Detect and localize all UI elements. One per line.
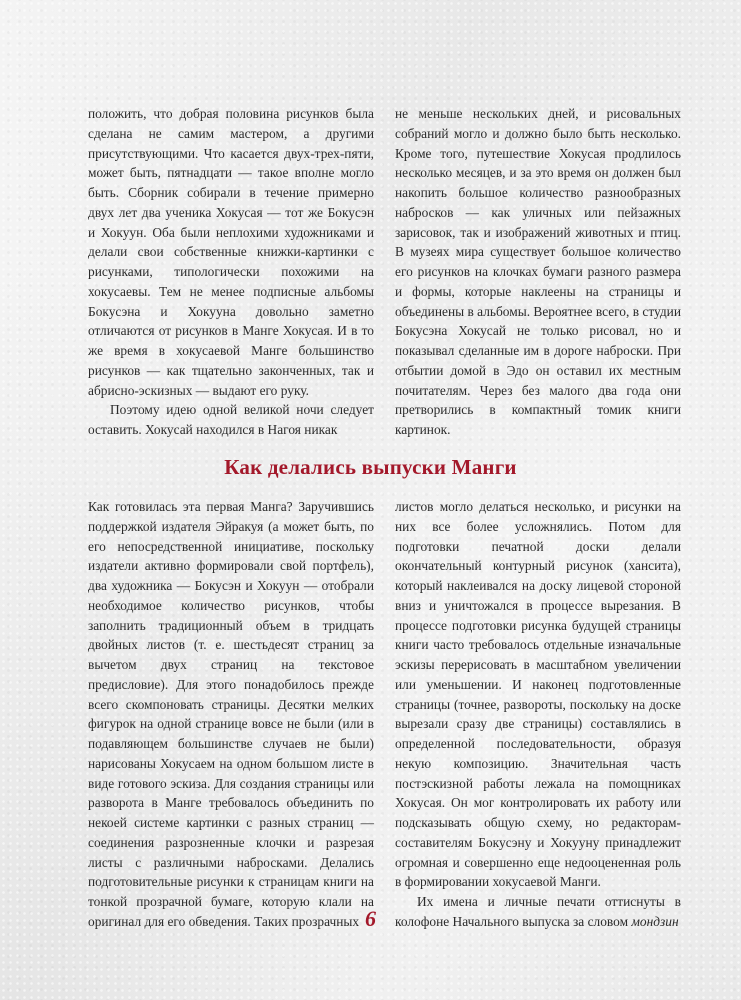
section-heading: Как делались выпуски Манги [224,455,517,479]
top-left-column [88,104,374,440]
paragraph: положить, что добрая половина рисунков была сделана не самим мастером, а другими присутствующими. Что касается двух-трех-пяти, может быть, пятнадцати — такое вполне могло быть. Сборник собирали в течение примерно двух лет два ученика Хокусая — тот же Бокусэн и Хокуун. Оба были неплохими художниками и делали свои собственные книжки-картинки с рисунками, типологически похожими на хокусаевы. Тем не менее подписные альбомы Бокусэна и Хокууна довольно заметно отличаются от рисунков в Манге Хокусая. И в то же время в хокусаевой Манге большинство рисунков — как тщательно законченных, так и абрисно-эскизных — выдают его руку. [88,106,374,398]
paragraph: Как готовилась эта первая Манга? Заручившись поддержкой издателя Эйракуя (а может быть, по его непосредственной инициативе, поскольку издатели активно формировали свой портфель), два художника — Бокусэн и Хокуун — отобрали необходимое количество рисунков, чтобы заполнить традиционный объем в тридцать двойных листов (т. е. шестьдесят страниц за вычетом двух страниц на текстовое предисловие). Для этого понадобилось прежде всего скомпоновать страницы. Десятки мелких фигурок на одной странице вовсе не были (или в подавляющем большинстве случаев не были) нарисованы Хокусаем на одном большом листе в виде готового эскиза. Для создания страницы или разворота в Манге требовалось объединить по некоей системе картинки с разных страниц — соединения разрозненные клочки и разрезая листы с различными набросками. Делались подготовительные рисунки к страницам книги на тонкой прозрачной бумаге, которую клали на оригинал для его обведения. Таких прозрачных [88,499,374,929]
page-number: 6 [365,906,376,931]
bottom-right-column [395,497,681,932]
paragraph: не меньше нескольких дней, и рисовальных собраний могло и должно было быть несколько. Кроме того, путешествие Хокусая продлилось несколько месяцев, и за это время он должен был накопить большое количество разнообразных набросков — как уличных или пейзажных зарисовок, так и изображений животных и птиц. В музеях мира существует большое количество его рисунков на клочках бумаги разного размера и формы, которые наклеены на страницы и объединены в альбомы. Вероятнее всего, в студии Бокусэна Хокусай не только рисовал, но и показывал сделанные им в дороге наброски. При отбытии домой в Эдо он оставил их местным почитателям. Через без малого два года они претворились в компактный томик книги картинок. [395,106,681,437]
paragraph: Поэтому идею одной великой ночи следует оставить. Хокусай находился в Нагоя никак [88,402,374,437]
paragraph-text: Их имена и личные печати оттиснуты в колофоне Начального выпуска за словом [395,894,681,929]
bottom-left-column [88,497,374,932]
paragraph: листов могло делаться несколько, и рисунки на них все более усложнялись. Потом для подготовки печатной доски делали окончательный контурный рисунок (хансита), который наклеивался на доску лицевой стороной вниз и уничтожался в процессе вырезания. В процессе подготовки рисунка будущей страницы книги часто требовалось отдельные изначальные эскизы перерисовать в масштабном увеличении или уменьшении. И наконец подготовленные страницы (точнее, развороты, поскольку на доске вырезали сразу две страницы) составлялись в определенной последовательности, образуя некую композицию. Значительная часть постэскизной работы лежала на помощниках Хокусая. Он мог контролировать их работу или подсказывать общую схему, но редакторам-составителям Бокусэну и Хокууну принадлежит огромная и совершенно еще недооцененная роль в формировании хокусаевой Манги. [395,499,681,890]
italic-term: мондзин [631,913,679,929]
top-right-column [395,104,681,440]
